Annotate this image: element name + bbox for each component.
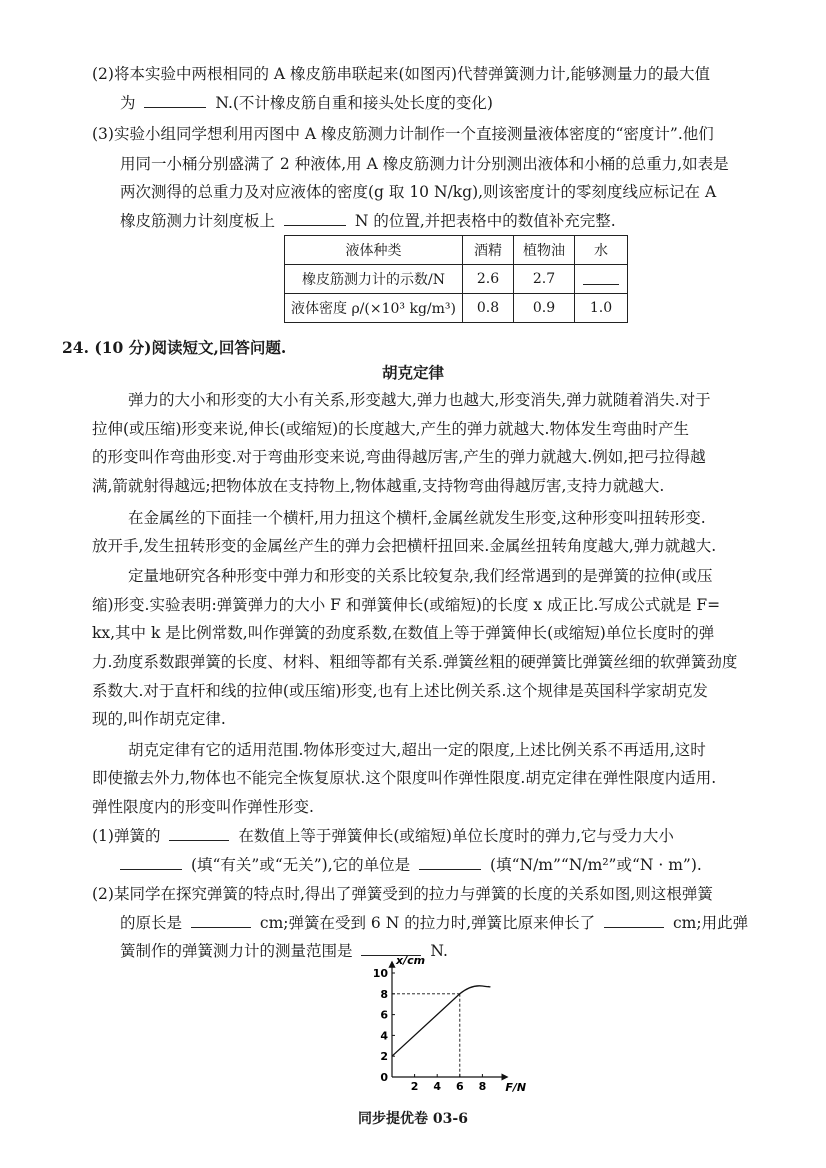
q23-part2-line2 bbox=[120, 92, 493, 114]
q24-part2-text: cm;弹簧在受到 6 N 的拉力时,弹簧比原来伸长了 bbox=[259, 914, 596, 932]
q24-part1-line2 bbox=[120, 854, 702, 876]
table-cell: 液体密度 ρ/(×10³ kg/m³) bbox=[285, 294, 463, 323]
x-tick-label: 8 bbox=[478, 1080, 487, 1093]
y-tick-label: 10 bbox=[372, 967, 388, 980]
q23-part2-line1: (2)将本实验中两根相同的 A 橡皮筋串联起来(如图丙)代替弹簧测力计,能够测量力的最大值 bbox=[92, 65, 711, 83]
q24-part1-text: 在数值上等于弹簧伸长(或缩短)单位长度时的弹力,它与受力大小 bbox=[238, 827, 674, 845]
answer-blank[interactable] bbox=[120, 855, 182, 870]
table-cell: 2.7 bbox=[513, 265, 574, 294]
q23-part3-line1: (3)实验小组同学想利用丙图中 A 橡皮筋测力计制作一个直接测量液体密度的“密度计”.他们 bbox=[92, 125, 714, 143]
table-cell: 橡皮筋测力计的示数/N bbox=[285, 265, 463, 294]
x-tick-label: 6 bbox=[455, 1080, 464, 1093]
article-line: 拉伸(或压缩)形变来说,伸长(或缩短)的长度越大,产生的弹力就越大.物体发生弯曲时产生 bbox=[92, 420, 689, 438]
x-tick-label: 4 bbox=[433, 1080, 442, 1093]
article-line: 系数大.对于直杆和线的拉伸(或压缩)形变,也有上述比例关系.这个规律是英国科学家胡克发 bbox=[92, 682, 708, 700]
y-tick-label: 8 bbox=[380, 987, 388, 1001]
article-line: 现的,叫作胡克定律. bbox=[92, 710, 226, 728]
article-line: 满,箭就射得越远;把物体放在支持物上,物体越重,支持物弯曲得越厉害,支持力就越大. bbox=[92, 477, 665, 495]
answer-blank[interactable] bbox=[169, 826, 229, 841]
y-tick-label: 6 bbox=[380, 1008, 388, 1022]
table-row bbox=[285, 265, 628, 294]
article-line: 在金属丝的下面挂一个横杆,用力扭这个横杆,金属丝就发生形变,这种形变叫扭转形变. bbox=[128, 509, 706, 527]
table-header-cell: 酒精 bbox=[462, 236, 513, 265]
article-title: 胡克定律 bbox=[381, 363, 444, 382]
q24-part1-line1 bbox=[92, 825, 674, 847]
q23-part2-prefix: 为 bbox=[120, 94, 136, 112]
q24-heading: 24. (10 分)阅读短文,回答问题. bbox=[62, 338, 287, 357]
answer-blank[interactable] bbox=[419, 855, 481, 870]
article-line: 弹力的大小和形变的大小有关系,形变越大,弹力也越大,形变消失,弹力就随着消失.对于 bbox=[128, 391, 711, 409]
series-line bbox=[392, 986, 490, 1056]
q24-part1-text: (填“N/m”“N/m²”或“N · m”). bbox=[490, 856, 702, 874]
article-line: 定量地研究各种形变中弹力和形变的关系比较复杂,我们经常遇到的是弹簧的拉伸(或压 bbox=[128, 567, 713, 585]
q24-part1-text: (填“有关”或“无关”),它的单位是 bbox=[190, 856, 411, 874]
answer-blank[interactable] bbox=[583, 270, 619, 285]
q24-part2-text: N. bbox=[430, 942, 448, 960]
table-row bbox=[285, 236, 628, 265]
y-tick-label: 2 bbox=[380, 1050, 388, 1064]
page-footer: 同步提优卷 03-6 bbox=[358, 1111, 468, 1127]
q23-part3-line2: 用同一小桶分别盛满了 2 种液体,用 A 橡皮筋测力计分别测出液体和小桶的总重力,如表是 bbox=[120, 155, 729, 173]
x-tick-label: 2 bbox=[410, 1080, 419, 1093]
q23-part2-suffix: N.(不计橡皮筋自重和接头处长度的变化) bbox=[215, 94, 493, 112]
article-line: 的形变叫作弯曲形变.对于弯曲形变来说,弯曲得越厉害,产生的弹力就越大.例如,把弓拉得越 bbox=[92, 448, 706, 466]
table-cell: 2.6 bbox=[462, 265, 513, 294]
table-cell: 0.9 bbox=[513, 294, 574, 323]
y-tick-label: 0 bbox=[380, 1071, 388, 1084]
article-line: 即使撤去外力,物体也不能完全恢复原状.这个限度叫作弹性限度.胡克定律在弹性限度内适用. bbox=[92, 769, 717, 787]
article-line: 力.劲度系数跟弹簧的长度、材料、粗细等都有关系.弹簧丝粗的硬弹簧比弹簧丝细的软弹簧劲度 bbox=[92, 653, 738, 671]
article-line: kx,其中 k 是比例常数,叫作弹簧的劲度系数,在数值上等于弹簧伸长(或缩短)单位长度时的弹 bbox=[92, 624, 715, 642]
answer-blank[interactable] bbox=[604, 913, 664, 928]
q23-part3-line4-suffix: N 的位置,并把表格中的数值补充完整. bbox=[354, 212, 616, 230]
table-header-cell: 水 bbox=[574, 236, 627, 265]
answer-blank[interactable] bbox=[191, 913, 251, 928]
q24-part2-line1: (2)某同学在探究弹簧的特点时,得出了弹簧受到的拉力与弹簧的长度的关系如图,则这根弹簧 bbox=[92, 885, 713, 903]
table-header-cell: 植物油 bbox=[513, 236, 574, 265]
answer-blank[interactable] bbox=[144, 93, 206, 108]
q24-part2-text: 的原长是 bbox=[120, 914, 183, 932]
q23-part3-line4-prefix: 橡皮筋测力计刻度板上 bbox=[120, 212, 276, 230]
q24-part2-line2 bbox=[120, 912, 748, 934]
q23-part3-line4 bbox=[120, 210, 616, 232]
x-axis-label: F/N bbox=[505, 1081, 527, 1094]
answer-blank[interactable] bbox=[361, 941, 421, 956]
q24-part2-text: 簧制作的弹簧测力计的测量范围是 bbox=[120, 942, 353, 960]
q24-part1-prefix: (1)弹簧的 bbox=[92, 827, 161, 845]
article-line: 缩)形变.实验表明:弹簧弹力的大小 F 和弹簧伸长(或缩短)的长度 x 成正比.写成公式就是 F= bbox=[92, 596, 721, 614]
y-axis-label: x/cm bbox=[396, 955, 426, 967]
spring-force-length-chart bbox=[360, 955, 530, 1100]
q23-part3-line3: 两次测得的总重力及对应液体的密度(g 取 10 N/kg),则该密度计的零刻度线应标记在 A bbox=[120, 183, 717, 201]
table-cell: 0.8 bbox=[462, 294, 513, 323]
article-line: 弹性限度内的形变叫作弹性形变. bbox=[92, 798, 314, 816]
table-cell-blank[interactable] bbox=[574, 265, 627, 294]
table-cell: 1.0 bbox=[574, 294, 627, 323]
article-line: 放开手,发生扭转形变的金属丝产生的弹力会把横杆扭回来.金属丝扭转角度越大,弹力就越大. bbox=[92, 537, 717, 555]
article-line: 胡克定律有它的适用范围.物体形变过大,超出一定的限度,上述比例关系不再适用,这时 bbox=[128, 741, 706, 759]
y-tick-label: 4 bbox=[380, 1029, 388, 1043]
q24-part2-text: cm;用此弹 bbox=[673, 914, 749, 932]
density-table bbox=[284, 235, 628, 323]
table-header-cell: 液体种类 bbox=[285, 236, 463, 265]
answer-blank[interactable] bbox=[284, 211, 346, 226]
table-row bbox=[285, 294, 628, 323]
